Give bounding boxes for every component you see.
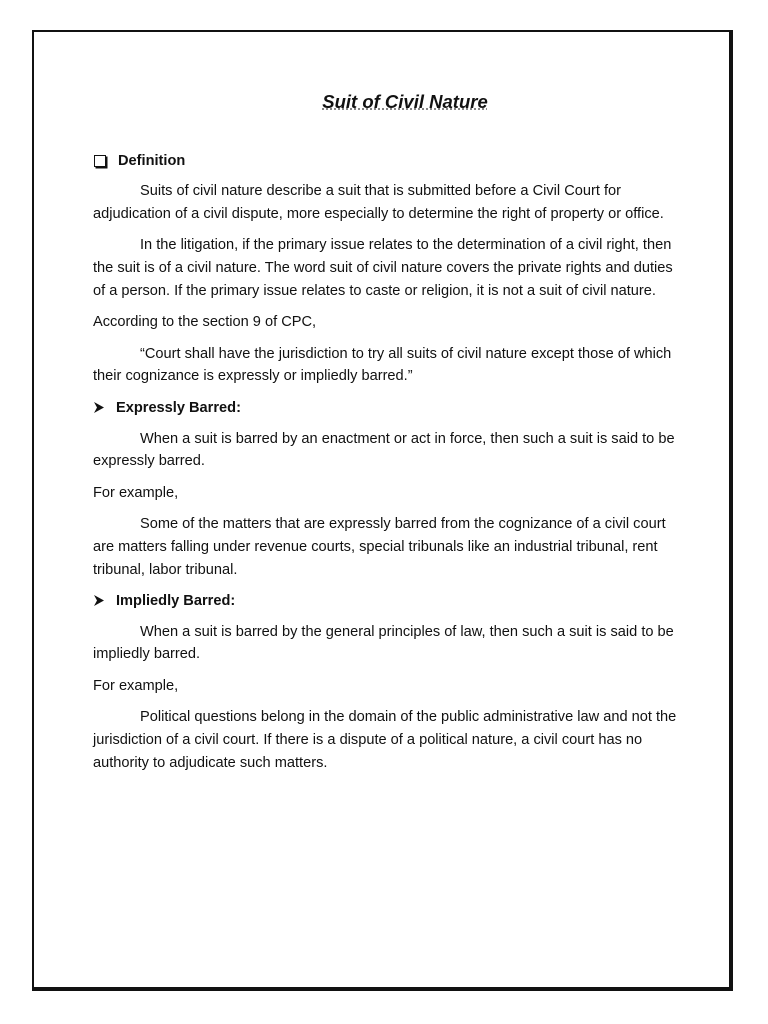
arrow-bullet-icon-svg xyxy=(93,594,105,607)
section-heading-impliedly-barred xyxy=(93,590,683,613)
paragraph: According to the section 9 of CPC, xyxy=(93,314,317,331)
paragraph: For example, xyxy=(93,677,179,694)
quotation-paragraph: “Court shall have the jurisdiction to try all suits of civil nature except those of which their cognizance is expressly or impliedly barred.” xyxy=(93,345,672,385)
paragraph: Suits of civil nature describe a suit that is submitted before a Civil Court for adjudication of a civil dispute, more especially to determine the right of property or office. xyxy=(93,183,664,222)
arrow-bullet-icon-svg xyxy=(93,401,105,414)
section-heading-label: Definition xyxy=(118,152,186,169)
paragraph: When a suit is barred by the general principles of law, then such a suit is said to be impliedly barred. xyxy=(93,623,674,663)
arrow-bullet-icon xyxy=(93,594,107,609)
section-heading-label: Impliedly Barred: xyxy=(116,593,236,610)
paragraph: When a suit is barred by an enactment or act in force, then such a suit is said to be expressly barred. xyxy=(93,430,675,470)
document-body xyxy=(93,88,683,783)
paragraph: For example, xyxy=(93,484,179,501)
document-title: Suit of Civil Nature xyxy=(322,91,488,112)
arrow-bullet-icon xyxy=(93,401,107,416)
section-heading-definition xyxy=(93,150,683,173)
section-heading-label: Expressly Barred: xyxy=(116,399,241,416)
paragraph: Some of the matters that are expressly barred from the cognizance of a civil court are matters falling under revenue courts, special tribunals like an industrial tribunal, rent tribunal, labor tribunal. xyxy=(93,516,666,578)
paragraph: Political questions belong in the domain of the public administrative law and not the jurisdiction of a civil court. If there is a dispute of a political nature, a civil court has no authority to adjudicate such matters. xyxy=(93,709,677,771)
paragraph: In the litigation, if the primary issue relates to the determination of a civil right, then the suit is of a civil nature. The word suit of civil nature covers the private rights and duties of a person. If the primary issue relates to caste or religion, it is not a suit of civil nature. xyxy=(93,237,673,299)
section-heading-expressly-barred xyxy=(93,397,683,420)
checkbox-square-icon xyxy=(94,155,106,167)
